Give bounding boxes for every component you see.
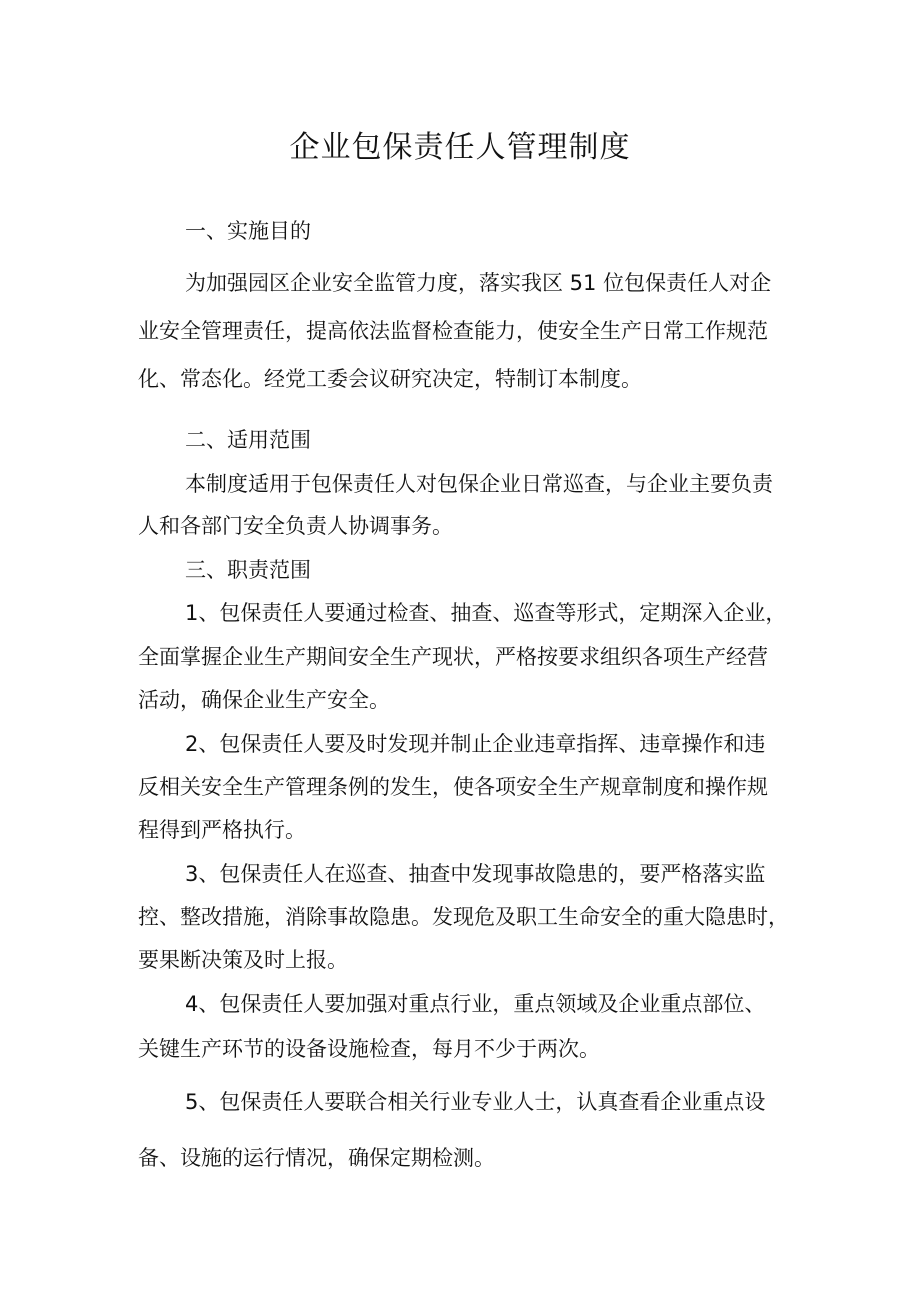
paragraph-line: 化、常态化。经党工委会议研究决定，特制订本制度。 [138,367,642,391]
section-heading-duties: 三、职责范围 [185,558,311,582]
duty-item-line: 程得到严格执行。 [138,818,306,842]
duty-item-line: 控、整改措施，消除事故隐患。发现危及职工生命安全的重大隐患时， [138,905,789,929]
paragraph-line: 为加强园区企业安全监管力度，落实我区 51 位包保责任人对企 [185,271,772,295]
duty-item-line: 备、设施的运行情况，确保定期检测。 [138,1146,495,1170]
duty-item-line: 4、包保责任人要加强对重点行业，重点领域及企业重点部位、 [185,992,766,1016]
duty-item-line: 关键生产环节的设备设施检查，每月不少于两次。 [138,1037,600,1061]
duty-item-line: 全面掌握企业生产期间安全生产现状，严格按要求组织各项生产经营 [138,645,768,669]
document-title: 企业包保责任人管理制度 [289,130,631,165]
duty-item-line: 要果断决策及时上报。 [138,948,348,972]
section-heading-purpose: 一、实施目的 [185,219,311,243]
paragraph-line: 业安全管理责任，提高依法监督检查能力，使安全生产日常工作规范 [138,319,768,343]
duty-item-line: 活动，确保企业生产安全。 [138,688,390,712]
duty-item-line: 3、包保责任人在巡查、抽查中发现事故隐患的，要严格落实监 [185,862,766,886]
duty-item-line: 1、包保责任人要通过检查、抽查、巡查等形式，定期深入企业， [185,601,787,625]
paragraph-line: 本制度适用于包保责任人对包保企业日常巡查，与企业主要负责 [185,472,773,496]
section-heading-scope: 二、适用范围 [185,428,311,452]
duty-item-line: 2、包保责任人要及时发现并制止企业违章指挥、违章操作和违 [185,732,766,756]
duty-item-line: 5、包保责任人要联合相关行业专业人士，认真查看企业重点设 [185,1090,766,1114]
paragraph-line: 人和各部门安全负责人协调事务。 [138,514,453,538]
duty-item-line: 反相关安全生产管理条例的发生，使各项安全生产规章制度和操作规 [138,775,768,799]
